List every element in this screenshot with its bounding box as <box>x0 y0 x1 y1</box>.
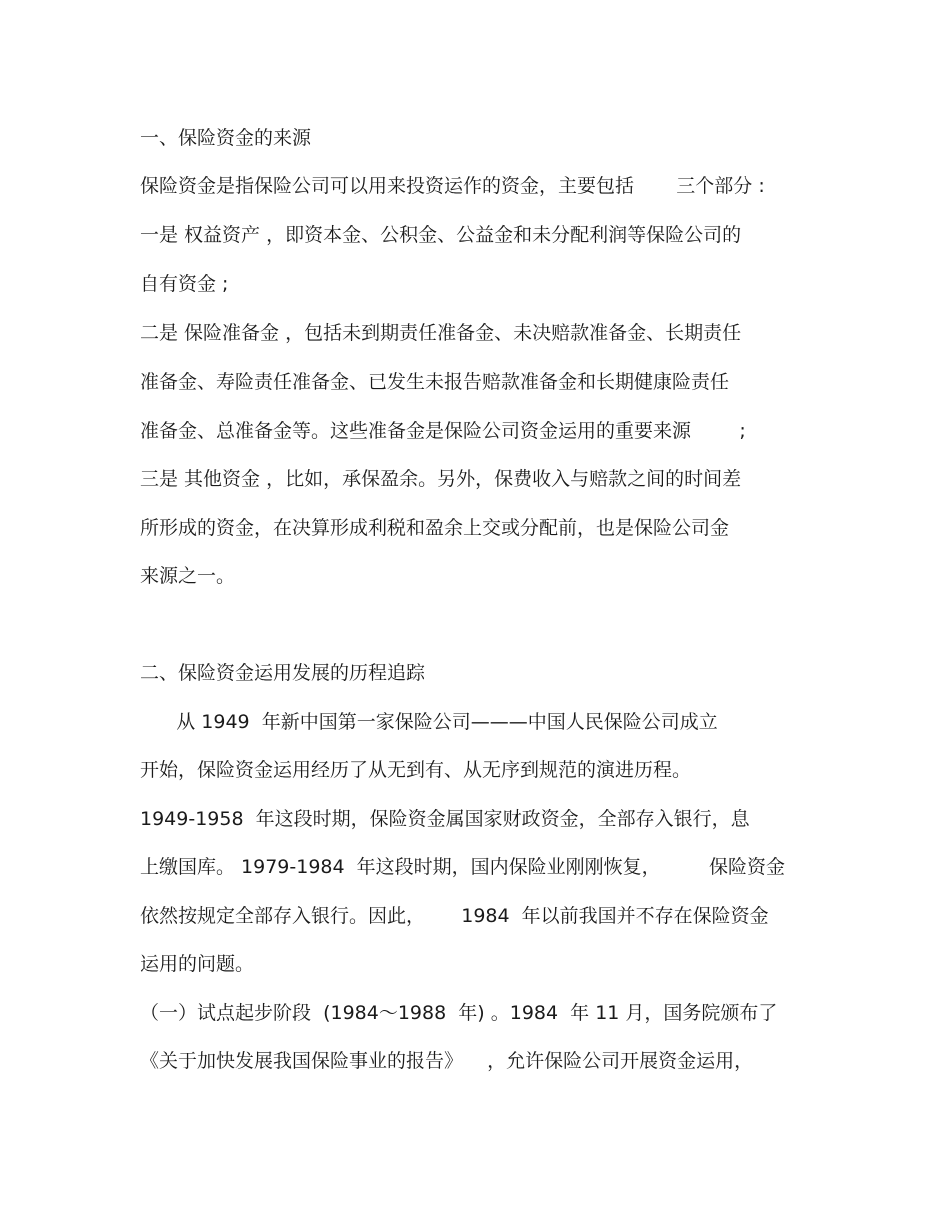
paragraph-line: 上缴国库。 1979-1984 年这段时期，国内保险业刚刚恢复， 保险资金 <box>140 856 785 878</box>
paragraph-line: 来源之一。 <box>140 565 236 587</box>
paragraph-line: （一）试点起步阶段 (1984～1988 年) 。1984 年 11 月，国务院颁布了 <box>140 1002 778 1024</box>
paragraph-line: 一是 权益资产 ，即资本金、公积金、公益金和未分配利润等保险公司的 <box>140 224 742 246</box>
paragraph-line: 从 1949 年新中国第一家保险公司———中国人民保险公司成立 <box>140 711 718 733</box>
paragraph-line: 三是 其他资金 ，比如，承保盈余。另外，保费收入与赔款之间的时间差 <box>140 468 742 490</box>
paragraph-line: 运用的问题。 <box>140 953 255 975</box>
paragraph-line: 准备金、寿险责任准备金、已发生未报告赔款准备金和长期健康险责任 <box>140 371 730 393</box>
section-2-heading: 二、保险资金运用发展的历程追踪 <box>140 662 426 684</box>
paragraph-line: 依然按规定全部存入银行。因此， 1984 年以前我国并不存在保险资金 <box>140 905 769 927</box>
paragraph-line: 准备金、总准备金等。这些准备金是保险公司资金运用的重要来源 ; <box>140 420 746 442</box>
paragraph-line: 自有资金 ; <box>140 273 229 295</box>
paragraph-line: 1949-1958 年这段时期，保险资金属国家财政资金，全部存入银行，息 <box>140 808 750 830</box>
paragraph-line: 二是 保险准备金 ，包括未到期责任准备金、未决赔款准备金、长期责任 <box>140 322 742 344</box>
paragraph-line: 开始，保险资金运用经历了从无到有、从无序到规范的演进历程。 <box>140 759 692 781</box>
paragraph-line: 保险资金是指保险公司可以用来投资运作的资金，主要包括 三个部分 : <box>140 175 765 197</box>
paragraph-line: 所形成的资金，在决算形成利税和盈余上交或分配前，也是保险公司金 <box>140 517 730 539</box>
section-1-heading: 一、保险资金的来源 <box>140 127 312 149</box>
paragraph-line: 《关于加快发展我国保险事业的报告》 ，允许保险公司开展资金运用， <box>140 1050 754 1072</box>
